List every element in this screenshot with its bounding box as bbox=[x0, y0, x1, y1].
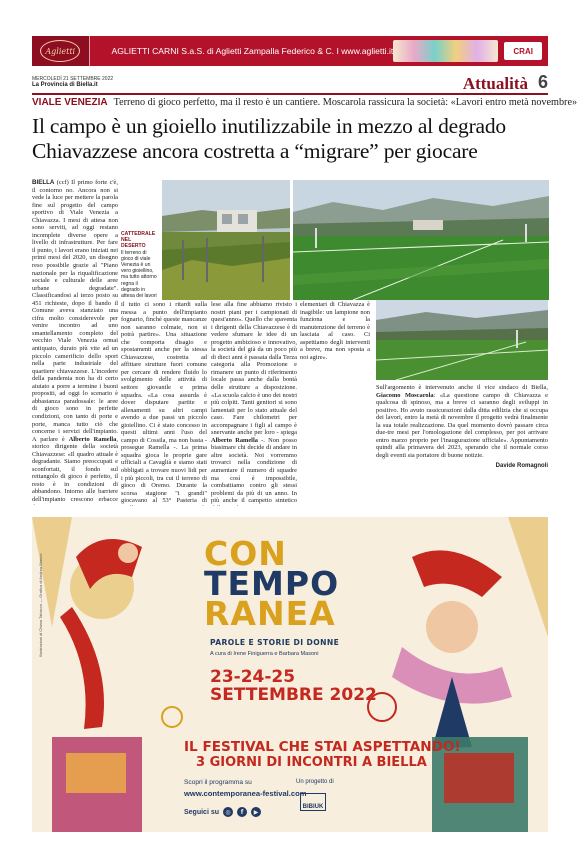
author-signature: Davide Romagnoli bbox=[495, 463, 548, 470]
section-title: Attualità bbox=[462, 74, 528, 93]
contemporanea-festival-ad[interactable] bbox=[32, 517, 548, 832]
caption-text: Il terreno di gioco di viale Venezia è un vero gioiellino, ma tutto attorno regna il degrado in attesa dei lavori bbox=[121, 249, 157, 300]
festival-website-link[interactable]: www.contemporanea-festival.com bbox=[184, 789, 307, 798]
bibiuk-logo: BIBIUK bbox=[300, 793, 326, 811]
dates-line-1: 23-24-25 bbox=[210, 667, 296, 687]
social-follow bbox=[184, 807, 261, 817]
column-5-text: Sull'argomento è intervenuto anche il vice sindaco di Biella, Giacomo Moscarola: «La questione campo di Chiavazza e qualcosa di spinoso, ma a breve ci saranno degli sviluppi in positivo. Ho avuto rassicurazioni dalla ditta edilizia che si occupa dei lavori, entro la metà di novembre il progetto vedrà finalmente la sua totale realizzazione. Da quel momento dovrò passare circa due-tre mesi per l'omologazione del complesso, per poi arrivare entro marzo proprio per l'inaugurazione ufficiale». Appuntamento quindi alla primavera del 2023, sperando che il normale corso degli eventi sia portatore di buone notizie. bbox=[376, 384, 548, 459]
article-kicker bbox=[32, 97, 578, 108]
festival-subslogan: 3 GIORNI DI INCONTRI A BIELLA bbox=[196, 755, 427, 770]
top-ad-artwork bbox=[393, 40, 498, 62]
dateline-city: BIELLA bbox=[32, 179, 55, 186]
logo-line-3: RANEA bbox=[204, 594, 336, 633]
newspaper-name: La Provincia di Biella.it bbox=[32, 82, 98, 88]
article-column-4 bbox=[300, 301, 370, 506]
photo-pitch-view bbox=[376, 300, 548, 380]
person-name: Alberto Ramella bbox=[68, 435, 117, 443]
kicker-tag: VIALE VENEZIA bbox=[32, 97, 108, 108]
page-number: 6 bbox=[537, 72, 548, 92]
column-4-text: elementari di Chiavazza è inagibile: un lampione non funziona e la manutenzione del terreno è lasciata al caso. Ci aspettiamo degli interventi a breve, ma non sposta a noi agire». bbox=[300, 301, 370, 361]
crai-logo: CRAI bbox=[504, 42, 542, 60]
person-name: Giacomo Moscarola bbox=[376, 391, 434, 399]
facebook-icon[interactable]: f bbox=[237, 807, 247, 817]
photo-football-pitch bbox=[293, 180, 549, 300]
headline-line-1: Il campo è un gioiello inutilizzabile in mezzo al degrado bbox=[32, 114, 506, 138]
article-headline bbox=[32, 114, 548, 164]
top-ad-text: AGLIETTI CARNI S.a.S. di Aglietti Zampalla Federico & C. I www.aglietti.it bbox=[111, 46, 394, 56]
article-column-3 bbox=[211, 301, 297, 506]
person-name: Alberto Ramella bbox=[211, 436, 258, 444]
youtube-icon[interactable]: ▶ bbox=[251, 807, 261, 817]
aglietti-logo bbox=[32, 36, 90, 66]
photo-caption bbox=[121, 231, 157, 299]
header-divider bbox=[32, 93, 548, 95]
program-label: Scopri il programma su bbox=[184, 779, 252, 786]
logo-line-2: TEMPO bbox=[204, 564, 340, 603]
column-2-text: il tutto ci sono i ritardi sulla messa a punto dell'impianto fognario, finché queste mancanze non saranno colmate, non si potrà partire». Una situazione che comporta disagio e spostamenti anche per la stessa Chiavazzese, costretta ad affittare strutture fuori comune per cercare di rendere fluido lo svolgimento delle attività di settore giovanile e prima squadra. «La cosa assurda è dover disputare partite e allenamenti su altri campi avendo a due passi un piccolo gioiellino. Ci è stato concesso in questi ultimi anni l'uso del campo di Cossila, ma non basta - prosegue Ramella -. La prima squadra gioca le proprie gare ufficiali a Cavaglià e siamo stati obbligati a trovare nuovi lidi per i più piccoli, tra cui il terreno di gioco di Oremo. Durante la scorsa stagione "i grandi" giocavano al 53° Pasteria di bbox=[121, 301, 207, 505]
instagram-icon[interactable]: ◎ bbox=[223, 807, 233, 817]
project-label: Un progetto di bbox=[296, 779, 334, 785]
photo-construction-site bbox=[162, 180, 290, 300]
follow-label: Seguici su bbox=[184, 808, 220, 816]
illustration-credit: Illustrazioni di Chiara Tabacco — Grafica di Andrea Bianco bbox=[38, 553, 43, 657]
article-column-1 bbox=[32, 179, 118, 505]
aglietti-logo-text: Aglietti bbox=[40, 40, 80, 62]
headline-line-2: Chiavazzese ancora costretta a “migrare” per giocare bbox=[32, 139, 478, 163]
caption-title: CATTEDRALE NEL DESERTO bbox=[121, 231, 156, 250]
issue-date: MERCOLEDÌ 21 SETTEMBRE 2022 bbox=[32, 76, 114, 82]
festival-dates bbox=[210, 668, 377, 704]
logo-line-1: CON bbox=[204, 534, 287, 573]
festival-logo bbox=[204, 534, 384, 633]
festival-tagline: PAROLE E STORIE DI DONNE bbox=[210, 638, 340, 647]
article-column-5 bbox=[376, 384, 548, 508]
festival-slogan: IL FESTIVAL CHE STAI ASPETTANDO! bbox=[184, 739, 461, 755]
column-1-text: (ccf) Il primo forte c'è, il contorno no. Ancora non si vede la luce per mettere la parola fine sul progetto del campo sportivo di Viale Venezia a Chiavazza. I mesi di attesa non sono serviti, ad oggi restano incomplete diverse opere a livello di infrastrutture. Per fare il punto, i lavori erano iniziati nei primi mesi del 2020, un disegno reso possibile grazie al "Piano nazionale per la riqualificazione sociale e culturale delle aree urbane degradate". Classificandosi al terzo posto su 451 richieste, dopo il bando il Comune aveva stanziato una cifra molto considerevole per venire incontro ad uno smantellamento completo del vecchio Viale Venezia ormai antiquato, durato più vite ad un piccolo camerificio dello sport nella parte industriale del quartiere chiavazzese. L'incedere della pandemia non ha di certo aiutato a porre a termine i buoni propositi, ad oggi lo scenario è abbastanza paradossale: le aree di gioco sono in perfette condizioni, con tanto di porte e porte, manca tutto ciò che concerne i servizi dell'impianto. A parlare è Alberto Ramella, storico dirigente della società Chiavazzese: «Il quadro attuale è degradante. Siamo preoccupati e sconfortati, il fondo sul rettangolo di gioco è perfetto, il resto è in condizioni di abbandono. Intorno alle barriere dell'impianto crescono erbacce bbox=[32, 179, 118, 503]
festival-curators: A cura di Irene Finiguerra e Barbara Masoni bbox=[210, 651, 319, 657]
column-3-text: lese alla fine abbiamo rivisto i nostri piani per i campionati di quest'anno». Quello che spaventa i dirigenti della Chiavazzese è di vedere sfumare le idee di un progetto ambizioso e innovativo, la società del già da un poco più di dieci anni è passata dalla Terza categoria alla Promozione e rimanere un punto di riferimento locale passa anche dalla bontà delle strutture a disposizione. «La scuola calcio è uno dei nostri più colpiti. Tanti genitori si sono lamentati per lo stato attuale del caso. Fare chilometri per accompagnare i figli al campo è snervante anche per loro - spiega Alberto Ramella -. Non posso biasimare chi decide di andare in altre società. Noi vorremmo trovarci nella condizione di aumentare il numero di squadre ma così è impossibile, combattiamo contro gli stessi problemi da più di un anno. In più anche il campetto sintetico bbox=[211, 301, 297, 505]
top-banner-ad[interactable] bbox=[32, 36, 548, 66]
article-column-2 bbox=[121, 301, 207, 506]
kicker-text: Terreno di gioco perfetto, ma il resto è un cantiere. Moscarola rassicura la società: «Lavori entro metà novembre» bbox=[113, 97, 578, 108]
dates-line-2: SETTEMBRE 2022 bbox=[210, 685, 377, 705]
